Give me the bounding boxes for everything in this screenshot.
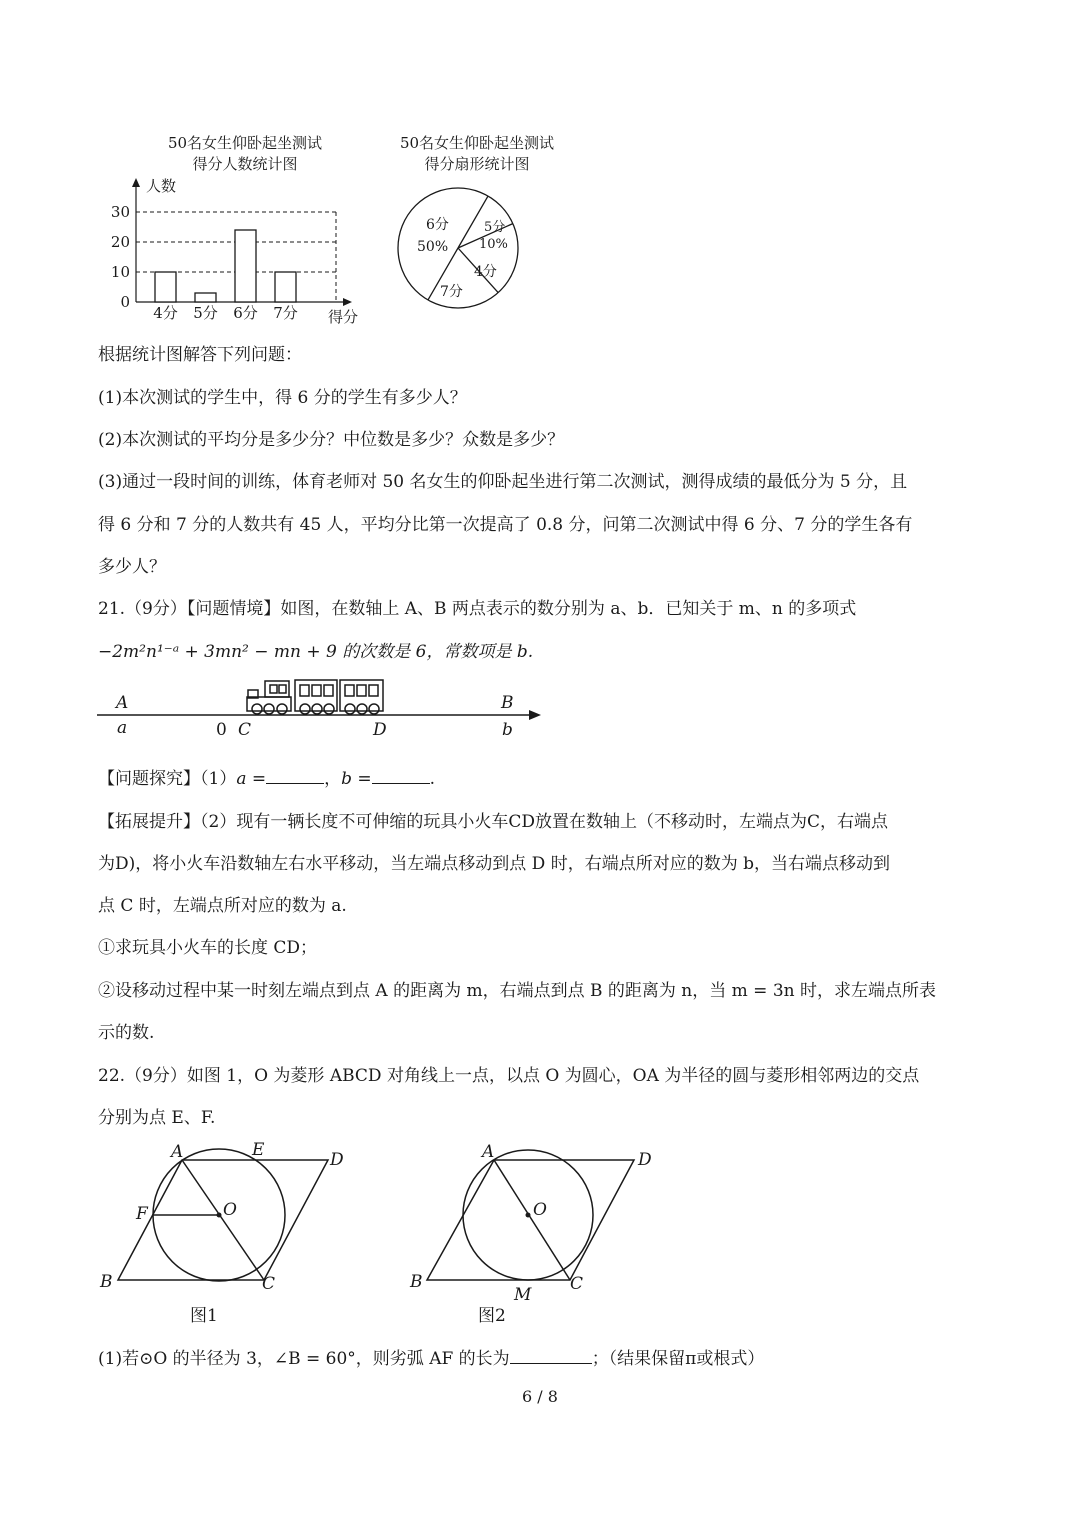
bar-5分 <box>195 293 216 302</box>
bar-chart-title-line1: 50名女生仰卧起坐测试 <box>167 134 323 152</box>
q21-explore-line <box>98 764 435 789</box>
pie-label-6: 6分 <box>426 217 449 233</box>
value-b-label: b <box>502 720 513 740</box>
bar-4分 <box>155 272 176 302</box>
fig2-C: C <box>570 1274 584 1294</box>
x-tick-4分: 4分 <box>153 304 178 322</box>
fig2-D: D <box>638 1150 652 1170</box>
q21-sub1: ①求玩具小火车的长度 CD； <box>98 938 318 958</box>
q20-part1: (1)本次测试的学生中，得 6 分的学生有多少人？ <box>98 388 467 408</box>
point-A-label: A <box>116 693 129 713</box>
pie-chart-title-line2: 得分扇形统计图 <box>424 155 530 173</box>
q21-sub2-line2: 示的数. <box>98 1023 155 1043</box>
point-D-label: D <box>373 720 387 740</box>
center-dot-2 <box>526 1213 531 1218</box>
y-tick-0: 0 <box>120 293 130 311</box>
y-axis-arrow <box>132 178 140 187</box>
q22-line2: 分别为点 E、F. <box>98 1108 216 1128</box>
zero-label: 0 <box>216 720 227 740</box>
q22-part1-text: (1)若⊙O 的半径为 3，∠B = 60°，则劣弧 AF 的长为 <box>98 1349 510 1369</box>
a-equals: a = <box>236 769 267 789</box>
pie-label-4: 4分 <box>474 264 497 280</box>
x-tick-5分: 5分 <box>193 304 218 322</box>
point-B-label: B <box>501 693 514 713</box>
fig1-C: C <box>262 1274 276 1294</box>
b-answer-blank[interactable] <box>372 783 430 784</box>
fig1-E: E <box>252 1140 265 1160</box>
x-tick-6分: 6分 <box>233 304 258 322</box>
q20-intro: 根据统计图解答下列问题： <box>98 345 302 365</box>
bar-series <box>155 230 296 302</box>
pie-chart-title <box>362 133 592 175</box>
fig1-F: F <box>136 1204 148 1224</box>
diagonal-AC-1 <box>182 1160 264 1280</box>
figure-1 <box>95 1135 365 1335</box>
q20-part3-line1: (3)通过一段时间的训练，体育老师对 50 名女生的仰卧起坐进行第二次测试，测得成绩的最低分为 5 分，且 <box>98 472 908 492</box>
q21-extend-line1: 【拓展提升】（2）现有一辆长度不可伸缩的玩具小火车CD放置在数轴上（不移动时，左端点为C，右端点 <box>98 812 888 832</box>
y-tick-10: 10 <box>110 263 130 281</box>
q21-header: 21.（9分）【问题情境】如图，在数轴上 A、B 两点表示的数分别为 a、b．已知关于 m、n 的多项式 <box>98 599 857 619</box>
fig2-caption: 图2 <box>478 1306 506 1326</box>
bar-chart-title <box>130 133 360 175</box>
y-axis-label: 人数 <box>146 177 177 195</box>
q22-part1 <box>98 1344 764 1369</box>
fig1-A: A <box>171 1142 184 1162</box>
page-number: 6 / 8 <box>522 1387 558 1406</box>
x-tick-7分: 7分 <box>273 304 298 322</box>
separator: ， <box>324 769 342 789</box>
figure-2 <box>405 1135 675 1335</box>
q21-extend-line3: 点 C 时，左端点所对应的数为 a. <box>98 896 347 916</box>
diagonal-AC-2 <box>494 1160 570 1280</box>
fig2-B: B <box>410 1272 423 1292</box>
q20-part2: (2)本次测试的平均分是多少分？中位数是多少？众数是多少？ <box>98 430 565 450</box>
q22-line1: 22.（9分）如图 1，O 为菱形 ABCD 对角线上一点，以点 O 为圆心，OA 为半径的圆与菱形相邻两边的交点 <box>98 1066 920 1086</box>
bar-chart-title-line2: 得分人数统计图 <box>192 155 298 173</box>
q20-part3-line3: 多少人？ <box>98 557 166 577</box>
x-axis-arrow <box>343 298 352 306</box>
q21-sub2-line1: ②设移动过程中某一时刻左端点到点 A 的距离为 m，右端点到点 B 的距离为 n，当 m = 3n 时，求左端点所表 <box>98 981 937 1001</box>
pie-percent-6: 50% <box>417 239 449 255</box>
x-axis-label: 得分 <box>328 308 359 326</box>
pie-label-7: 7分 <box>440 284 463 300</box>
bar-7分 <box>275 272 296 302</box>
fig2-M: M <box>514 1285 532 1305</box>
pie-label-5: 5分 <box>484 220 506 235</box>
b-equals: b = <box>341 769 372 789</box>
pie-chart-title-line1: 50名女生仰卧起坐测试 <box>399 134 555 152</box>
center-dot-1 <box>217 1213 222 1218</box>
fig2-O: O <box>533 1200 547 1220</box>
point-C-label: C <box>238 720 252 740</box>
value-a-label: a <box>117 718 128 738</box>
q21-extend-line2: 为D)，将小火车沿数轴左右水平移动，当左端点移动到点 D 时，右端点所对应的数为 b，当右端点移动到 <box>98 854 890 874</box>
q22-part1-tail: ；（结果保留π或根式） <box>591 1349 765 1369</box>
fig1-D: D <box>330 1150 344 1170</box>
rhombus-2 <box>427 1160 634 1280</box>
bar-6分 <box>235 230 256 302</box>
toy-train-icon <box>247 680 383 714</box>
arc-answer-blank[interactable] <box>510 1363 592 1364</box>
bar-chart <box>100 172 375 330</box>
fig1-O: O <box>223 1200 237 1220</box>
pie-chart <box>388 178 528 318</box>
number-line-figure <box>95 672 555 744</box>
number-line-arrow <box>529 710 541 720</box>
q20-part3-line2: 得 6 分和 7 分的人数共有 45 人，平均分比第一次提高了 0.8 分，问第二次测试中得 6 分、7 分的学生各有 <box>98 515 913 535</box>
fig2-A: A <box>482 1142 495 1162</box>
q21-polynomial: −2m²n¹⁻ᵃ + 3mn² − mn + 9 的次数是 6，常数项是 b. <box>98 642 534 662</box>
y-tick-20: 20 <box>110 233 130 251</box>
a-answer-blank[interactable] <box>266 783 324 784</box>
period: . <box>429 769 436 789</box>
bar-x-ticks <box>153 304 298 322</box>
bar-y-ticks <box>111 203 130 311</box>
y-tick-30: 30 <box>110 203 130 221</box>
pie-percent-5: 10% <box>479 237 508 252</box>
fig1-caption: 图1 <box>190 1306 218 1326</box>
fig1-B: B <box>100 1272 113 1292</box>
q21-explore-label: 【问题探究】（1） <box>98 769 237 789</box>
